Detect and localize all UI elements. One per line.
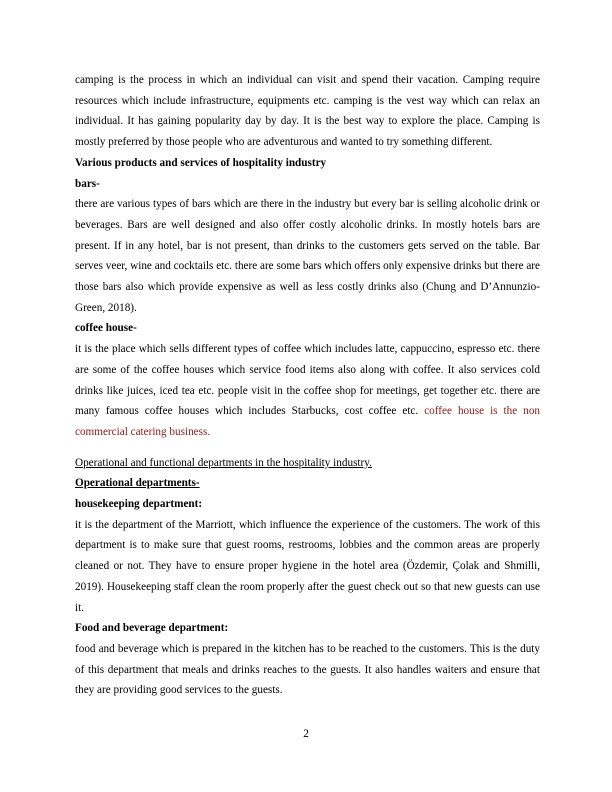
coffee-house-text: it is the place which sells different types of coffee which includes latte, cappuccino, espresso etc. there are some of the coffee houses which service food items also along with coffee. It also services cold drinks like juices, iced tea etc. people visit in the coffee shop for meetings, get together etc. there are many famous coffee houses which includes Starbucks, cost coffee etc.	[75, 343, 540, 418]
operational-departments-heading: Operational departments-	[75, 477, 200, 490]
products-heading: Various products and services of hospitality industry	[75, 156, 327, 169]
housekeeping-heading: housekeeping department:	[75, 498, 203, 511]
page-number: 2	[303, 728, 309, 740]
food-beverage-paragraph: food and beverage which is prepared in the kitchen has to be reached to the customers. This is the duty of this department that meals and drinks reaches to the guests. It also handles waiters and ensure that they are providing good services to the guests.	[75, 642, 540, 697]
coffee-house-highlight: coffee house is the non commercial catering business.	[75, 405, 541, 438]
camping-paragraph: camping is the process in which an individual can visit and spend their vacation. Camping require resources which include infrastructure, equipments etc. camping is the vest way which can relax an individual. It has gaining popularity day by day. It is the best way to explore the place. Camping is mostly preferred by those people who are adventurous and wanted to try something different.	[75, 74, 540, 149]
bars-paragraph: there are various types of bars which are there in the industry but every bar is selling alcoholic drink or beverages. Bars are well designed and also offer costly alcoholic drinks. In mostly hotels bars are present. If in any hotel, bar is not present, than drinks to the customers gets served on the table. Bar serves veer, wine and cocktails etc. there are some bars which offers only expensive drinks but there are those bars also which provide expensive as well as less costly drinks also (Chung and D’Annunzio-Green, 2018).	[75, 198, 541, 314]
food-beverage-heading: Food and beverage department:	[75, 622, 229, 635]
paragraph-gap	[75, 443, 540, 453]
coffee-house-heading: coffee house-	[75, 322, 137, 335]
housekeeping-paragraph: it is the department of the Marriott, which influence the experience of the customers. The work of this department is to make sure that guest rooms, restrooms, lobbies and the common areas are properly cleaned or not. They have to ensure proper hygiene in the hotel area (Özdemir, Çolak and Shmilli, 2019). Housekeeping staff clean the room properly after the guest check out so that new guests can use it.	[75, 518, 540, 614]
departments-heading: Operational and functional departments in the hospitality industry.	[75, 456, 372, 469]
document-page	[75, 70, 540, 701]
coffee-house-paragraph	[75, 339, 540, 443]
bars-heading: bars-	[75, 177, 100, 190]
